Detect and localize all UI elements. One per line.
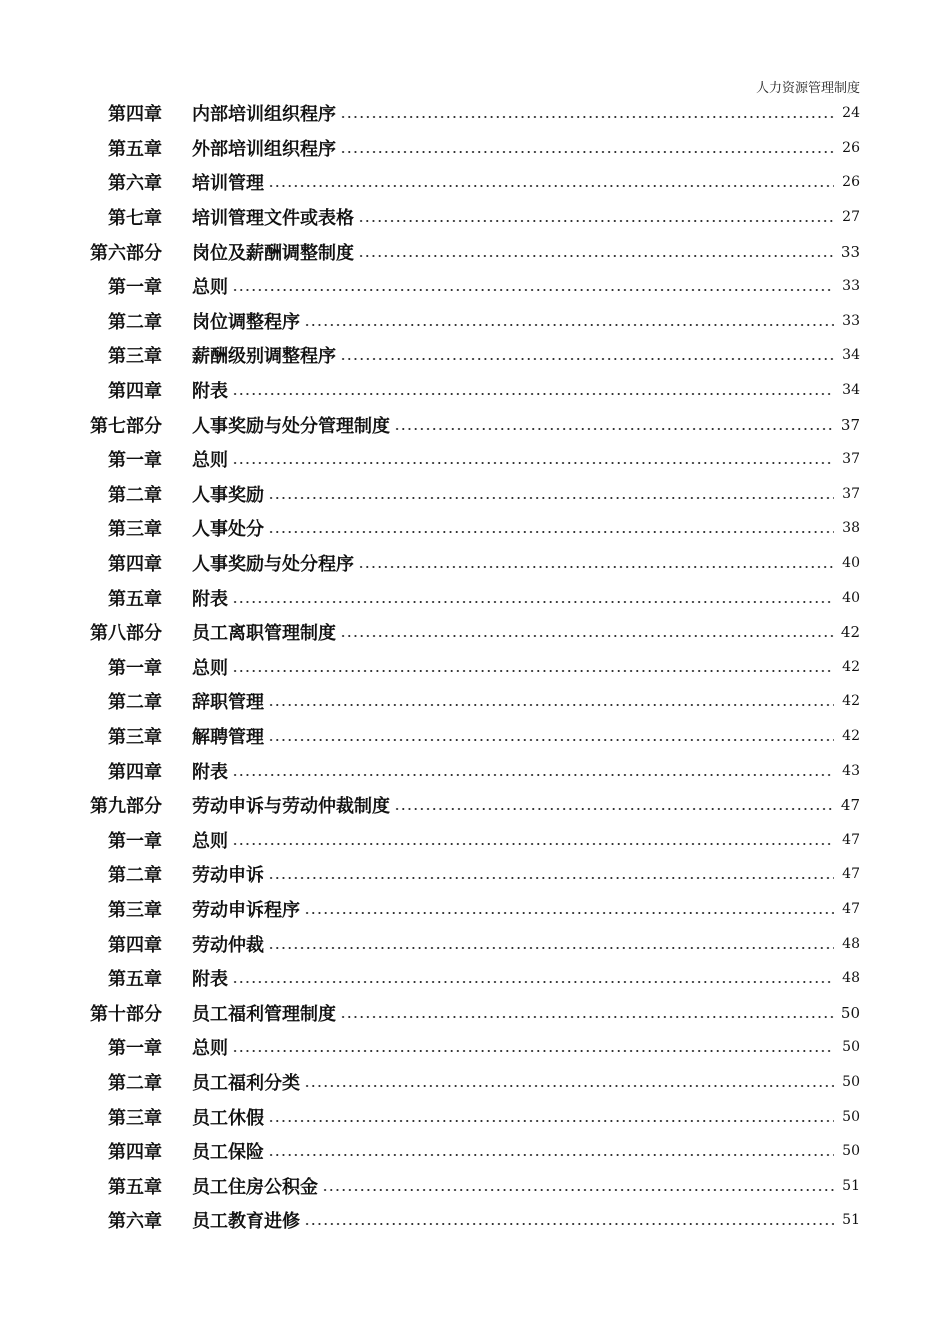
toc-entry[interactable] bbox=[90, 822, 860, 857]
toc-entry-number: 第六章 bbox=[108, 1211, 162, 1233]
dot-leader bbox=[340, 350, 834, 368]
toc-entry-title: 人事处分 bbox=[192, 519, 264, 541]
toc-entry-title: 人事奖励与处分程序 bbox=[192, 554, 354, 576]
dot-leader bbox=[232, 766, 834, 784]
toc-entry-title: 附表 bbox=[192, 381, 228, 403]
toc-entry-page-number: 42 bbox=[840, 623, 860, 642]
toc-entry[interactable] bbox=[90, 269, 860, 304]
toc-entry[interactable] bbox=[90, 1134, 860, 1169]
dot-leader bbox=[394, 800, 834, 818]
toc-entry-page-number: 50 bbox=[842, 1039, 860, 1056]
toc-entry-page-number: 34 bbox=[842, 382, 860, 399]
dot-leader bbox=[358, 212, 834, 230]
toc-entry-number: 第九部分 bbox=[90, 796, 162, 818]
dot-leader bbox=[268, 523, 834, 541]
toc-entry[interactable] bbox=[90, 753, 860, 788]
toc-entry[interactable] bbox=[90, 1099, 860, 1134]
toc-entry[interactable] bbox=[90, 719, 860, 754]
toc-entry-number: 第四章 bbox=[108, 104, 162, 126]
toc-entry-title: 薪酬级别调整程序 bbox=[192, 346, 336, 368]
toc-entry-title: 岗位调整程序 bbox=[192, 311, 300, 333]
toc-entry-number: 第五章 bbox=[108, 1176, 162, 1198]
dot-leader bbox=[232, 454, 834, 472]
toc-entry-page-number: 48 bbox=[842, 970, 860, 987]
toc-entry-title: 劳动仲裁 bbox=[192, 934, 264, 956]
toc-entry-title: 人事奖励与处分管理制度 bbox=[192, 415, 390, 437]
dot-leader bbox=[232, 1042, 834, 1060]
toc-entry-page-number: 34 bbox=[842, 347, 860, 364]
toc-entry[interactable] bbox=[90, 407, 860, 442]
dot-leader bbox=[232, 593, 834, 611]
toc-entry[interactable] bbox=[90, 580, 860, 615]
toc-entry-title: 员工福利管理制度 bbox=[192, 1003, 336, 1025]
toc-entry-title: 劳动申诉 bbox=[192, 865, 264, 887]
running-header: 人力资源管理制度 bbox=[755, 81, 860, 96]
dot-leader bbox=[304, 1215, 834, 1233]
toc-entry-page-number: 40 bbox=[842, 589, 860, 606]
toc-entry[interactable] bbox=[90, 1203, 860, 1238]
dot-leader bbox=[394, 420, 834, 438]
toc-entry[interactable] bbox=[90, 477, 860, 512]
toc-entry-title: 内部培训组织程序 bbox=[192, 104, 336, 126]
toc-entry[interactable] bbox=[90, 684, 860, 719]
toc-entry-number: 第三章 bbox=[108, 726, 162, 748]
toc-entry[interactable] bbox=[90, 615, 860, 650]
toc-entry-number: 第四章 bbox=[108, 761, 162, 783]
toc-entry-title: 总则 bbox=[192, 450, 228, 472]
toc-entry-title: 总则 bbox=[192, 830, 228, 852]
toc-entry-number: 第一章 bbox=[108, 830, 162, 852]
toc-entry-page-number: 51 bbox=[842, 1212, 860, 1229]
toc-entry[interactable] bbox=[90, 857, 860, 892]
toc-entry-number: 第一章 bbox=[108, 277, 162, 299]
toc-entry-page-number: 37 bbox=[842, 451, 860, 468]
dot-leader bbox=[304, 1077, 834, 1095]
toc-entry-title: 培训管理文件或表格 bbox=[192, 208, 354, 230]
dot-leader bbox=[268, 489, 834, 507]
toc-entry-number: 第八部分 bbox=[90, 623, 162, 645]
toc-entry-title: 附表 bbox=[192, 761, 228, 783]
dot-leader bbox=[268, 869, 834, 887]
dot-leader bbox=[232, 973, 834, 991]
dot-leader bbox=[232, 662, 834, 680]
toc-entry-page-number: 51 bbox=[842, 1177, 860, 1194]
toc-entry-title: 员工教育进修 bbox=[192, 1211, 300, 1233]
toc-entry-title: 解聘管理 bbox=[192, 726, 264, 748]
toc-entry-page-number: 47 bbox=[840, 796, 860, 815]
toc-entry[interactable] bbox=[90, 1030, 860, 1065]
toc-entry-title: 附表 bbox=[192, 969, 228, 991]
toc-entry-number: 第三章 bbox=[108, 899, 162, 921]
toc-entry-title: 员工休假 bbox=[192, 1107, 264, 1129]
toc-entry-page-number: 37 bbox=[842, 485, 860, 502]
toc-entry-number: 第十部分 bbox=[90, 1003, 162, 1025]
toc-entry-title: 员工住房公积金 bbox=[192, 1176, 318, 1198]
toc-entry-title: 总则 bbox=[192, 277, 228, 299]
dot-leader bbox=[232, 385, 834, 403]
toc-entry[interactable] bbox=[90, 650, 860, 685]
dot-leader bbox=[232, 835, 834, 853]
dot-leader bbox=[358, 558, 834, 576]
toc-entry-number: 第六部分 bbox=[90, 242, 162, 264]
toc-entry-number: 第四章 bbox=[108, 381, 162, 403]
toc-entry-page-number: 47 bbox=[842, 831, 860, 848]
dot-leader bbox=[268, 1146, 834, 1164]
toc-entry-page-number: 50 bbox=[840, 1003, 860, 1022]
toc-entry-page-number: 42 bbox=[842, 727, 860, 744]
toc-entry[interactable] bbox=[90, 96, 860, 131]
toc-entry-title: 培训管理 bbox=[192, 173, 264, 195]
toc-entry-number: 第一章 bbox=[108, 1038, 162, 1060]
toc-entry[interactable] bbox=[90, 511, 860, 546]
toc-entry-number: 第五章 bbox=[108, 969, 162, 991]
toc-entry-page-number: 47 bbox=[842, 866, 860, 883]
toc-entry[interactable] bbox=[90, 892, 860, 927]
toc-entry[interactable] bbox=[90, 442, 860, 477]
dot-leader bbox=[322, 1181, 834, 1199]
toc-entry-page-number: 43 bbox=[842, 762, 860, 779]
toc-entry[interactable] bbox=[90, 1168, 860, 1203]
toc-entry[interactable] bbox=[90, 961, 860, 996]
toc-entry-title: 员工离职管理制度 bbox=[192, 623, 336, 645]
toc-entry-page-number: 26 bbox=[842, 174, 860, 191]
toc-entry-number: 第五章 bbox=[108, 588, 162, 610]
toc-entry[interactable] bbox=[90, 338, 860, 373]
toc-entry-title: 劳动申诉与劳动仲裁制度 bbox=[192, 796, 390, 818]
toc-entry-page-number: 33 bbox=[842, 278, 860, 295]
toc-entry-title: 外部培训组织程序 bbox=[192, 138, 336, 160]
dot-leader bbox=[358, 247, 834, 265]
toc-entry[interactable] bbox=[90, 546, 860, 581]
toc-entry-number: 第七章 bbox=[108, 208, 162, 230]
toc-entry-page-number: 37 bbox=[840, 415, 860, 434]
dot-leader bbox=[268, 939, 834, 957]
toc-entry[interactable] bbox=[90, 1065, 860, 1100]
toc-entry-number: 第二章 bbox=[108, 692, 162, 714]
toc-entry[interactable] bbox=[90, 373, 860, 408]
toc-entry[interactable] bbox=[90, 926, 860, 961]
toc-entry-title: 劳动申诉程序 bbox=[192, 899, 300, 921]
dot-leader bbox=[232, 281, 834, 299]
dot-leader bbox=[304, 316, 834, 334]
toc-entry-page-number: 40 bbox=[842, 555, 860, 572]
toc-entry-page-number: 50 bbox=[842, 1143, 860, 1160]
toc-entry-number: 第五章 bbox=[108, 138, 162, 160]
toc-entry-number: 第二章 bbox=[108, 1072, 162, 1094]
dot-leader bbox=[340, 143, 834, 161]
dot-leader bbox=[268, 177, 834, 195]
toc-entry-number: 第一章 bbox=[108, 657, 162, 679]
toc-entry-number: 第一章 bbox=[108, 450, 162, 472]
toc-entry-title: 附表 bbox=[192, 588, 228, 610]
toc-entry-page-number: 42 bbox=[842, 693, 860, 710]
toc-entry-page-number: 33 bbox=[842, 312, 860, 329]
toc-entry-number: 第三章 bbox=[108, 519, 162, 541]
toc-entry-title: 总则 bbox=[192, 1038, 228, 1060]
toc-entry[interactable] bbox=[90, 234, 860, 269]
toc-entry[interactable] bbox=[90, 165, 860, 200]
dot-leader bbox=[268, 1112, 834, 1130]
toc-entry-title: 人事奖励 bbox=[192, 484, 264, 506]
toc-entry-number: 第三章 bbox=[108, 1107, 162, 1129]
toc-entry-page-number: 33 bbox=[840, 242, 860, 261]
toc-entry-title: 岗位及薪酬调整制度 bbox=[192, 242, 354, 264]
toc-entry-number: 第四章 bbox=[108, 554, 162, 576]
toc-entry-title: 辞职管理 bbox=[192, 692, 264, 714]
toc-entry-page-number: 50 bbox=[842, 1073, 860, 1090]
dot-leader bbox=[340, 1008, 834, 1026]
toc-entry-page-number: 42 bbox=[842, 658, 860, 675]
toc-entry-page-number: 48 bbox=[842, 935, 860, 952]
toc-entry-number: 第四章 bbox=[108, 1142, 162, 1164]
toc-entry-number: 第六章 bbox=[108, 173, 162, 195]
toc-entry-title: 总则 bbox=[192, 657, 228, 679]
toc-entry[interactable] bbox=[90, 131, 860, 166]
toc-entry[interactable] bbox=[90, 304, 860, 339]
toc-entry-number: 第三章 bbox=[108, 346, 162, 368]
toc-entry-number: 第二章 bbox=[108, 484, 162, 506]
toc-entry-title: 员工保险 bbox=[192, 1142, 264, 1164]
toc-entry-number: 第七部分 bbox=[90, 415, 162, 437]
table-of-contents bbox=[90, 96, 860, 1238]
toc-entry-page-number: 26 bbox=[842, 139, 860, 156]
toc-entry-number: 第二章 bbox=[108, 311, 162, 333]
toc-entry[interactable] bbox=[90, 995, 860, 1030]
toc-entry-page-number: 27 bbox=[842, 209, 860, 226]
dot-leader bbox=[340, 108, 834, 126]
toc-entry-page-number: 38 bbox=[842, 520, 860, 537]
toc-entry-page-number: 47 bbox=[842, 900, 860, 917]
dot-leader bbox=[304, 904, 834, 922]
toc-entry-title: 员工福利分类 bbox=[192, 1072, 300, 1094]
dot-leader bbox=[268, 731, 834, 749]
toc-entry-page-number: 24 bbox=[842, 105, 860, 122]
toc-entry[interactable] bbox=[90, 200, 860, 235]
toc-entry-number: 第二章 bbox=[108, 865, 162, 887]
toc-entry[interactable] bbox=[90, 788, 860, 823]
toc-entry-number: 第四章 bbox=[108, 934, 162, 956]
dot-leader bbox=[268, 696, 834, 714]
toc-entry-page-number: 50 bbox=[842, 1108, 860, 1125]
dot-leader bbox=[340, 627, 834, 645]
